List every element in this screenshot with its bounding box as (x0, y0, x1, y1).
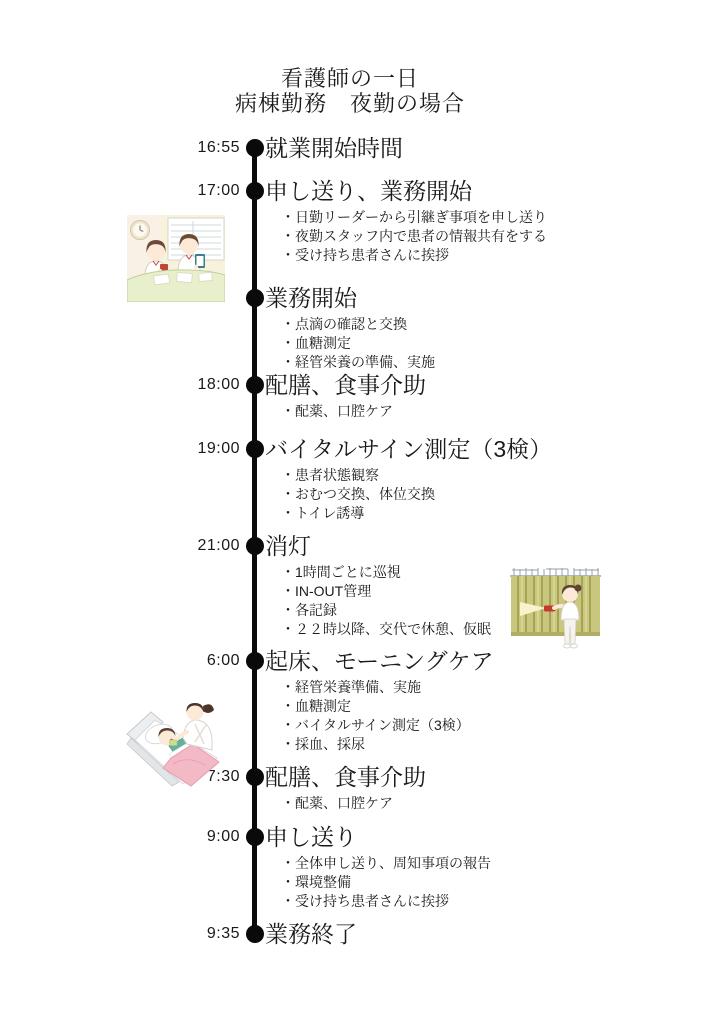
meeting-table (127, 270, 225, 302)
event-heading: 申し送り、業務開始 (265, 178, 472, 204)
timeline-event (0, 647, 724, 754)
event-time: 21:00 (197, 537, 240, 554)
timeline-dot (246, 440, 264, 458)
event-detail: ・ 血糖測定 (281, 697, 724, 716)
timeline-dot (246, 139, 264, 157)
event-time: 16:55 (197, 139, 240, 156)
timeline-dot (246, 652, 264, 670)
event-detail: ・ 配薬、口腔ケア (281, 794, 724, 813)
event-heading: 就業開始時間 (265, 135, 403, 161)
event-detail: ・ 全体申し送り、周知事項の報告 (281, 854, 724, 873)
timeline-dot (246, 768, 264, 786)
timeline-event (0, 532, 724, 639)
event-heading: 起床、モーニングケア (265, 648, 494, 674)
event-detail: ・ トイレ誘導 (281, 504, 724, 523)
event-time: 9:35 (206, 925, 240, 942)
event-time: 17:00 (197, 182, 240, 199)
timeline-dot (246, 182, 264, 200)
event-time: 7:30 (206, 768, 240, 785)
event-heading: 消灯 (265, 533, 311, 559)
event-detail: ・ 受け持ち患者さんに挨拶 (281, 246, 724, 265)
timeline-event (0, 823, 724, 911)
timeline-event (0, 284, 724, 372)
event-detail: ・ 受け持ち患者さんに挨拶 (281, 892, 724, 911)
event-detail: ・ 配薬、口腔ケア (281, 402, 724, 421)
nurses-handover-illustration (127, 215, 225, 302)
event-heading: 配膳、食事介助 (265, 372, 426, 398)
event-detail: ・ 点滴の確認と交換 (281, 315, 724, 334)
timeline-event (0, 435, 724, 523)
timeline-event (0, 920, 724, 948)
timeline-event (0, 763, 724, 813)
night-patrol-drawing (508, 564, 603, 657)
ponytail (203, 704, 214, 713)
event-detail: ・ おむつ交換、体位交換 (281, 485, 724, 504)
page-subtitle: 病棟勤務 夜勤の場合 (234, 91, 465, 116)
event-detail: ・ 1時間ごとに巡視 (281, 563, 724, 582)
timeline-event (0, 177, 724, 265)
event-time: 6:00 (206, 652, 240, 669)
event-detail: ・ 各記録 (281, 601, 724, 620)
event-time: 19:00 (197, 440, 240, 457)
event-detail: ・ 採血、採尿 (281, 735, 724, 754)
timeline-event (0, 134, 724, 162)
event-detail: ・ 患者状態観察 (281, 466, 724, 485)
timeline-event (0, 371, 724, 421)
morning-care-illustration (125, 692, 232, 788)
paper-icon (199, 273, 213, 282)
event-detail: ・ バイタルサイン測定（3検） (281, 716, 724, 735)
event-detail: ・ 日勤リーダーから引継ぎ事項を申し送り (281, 208, 724, 227)
morning-care-drawing (125, 692, 232, 788)
event-detail: ・ 夜勤スタッフ内で患者の情報共有をする (281, 227, 724, 246)
timeline-dot (246, 537, 264, 555)
event-time: 18:00 (197, 376, 240, 393)
event-heading: バイタルサイン測定（3検） (265, 436, 553, 462)
night-patrol-illustration (508, 564, 603, 657)
event-heading: 配膳、食事介助 (265, 764, 426, 790)
event-time: 9:00 (206, 828, 240, 845)
event-detail: ・ ２２時以降、交代で休憩、仮眠 (281, 620, 724, 639)
event-detail: ・ 経管栄養準備、実施 (281, 678, 724, 697)
curtain-rail (510, 568, 601, 576)
paper-icon (177, 273, 193, 283)
page-title: 看護師の一日 (280, 66, 419, 91)
care-item-icon (170, 740, 178, 746)
nurses-handover-drawing (127, 215, 225, 302)
nurse-caring (170, 703, 215, 750)
event-heading: 申し送り (265, 824, 357, 850)
event-detail: ・ 血糖測定 (281, 334, 724, 353)
event-heading: 業務終了 (265, 921, 357, 947)
timeline-dot (246, 289, 264, 307)
paper-icon (154, 274, 170, 285)
timeline-dot (246, 828, 264, 846)
wall-clock-icon (131, 221, 150, 240)
event-heading: 業務開始 (265, 285, 357, 311)
event-detail: ・ 経管栄養の準備、実施 (281, 353, 724, 372)
event-detail: ・ 環境整備 (281, 873, 724, 892)
timeline-dot (246, 925, 264, 943)
timeline-dot (246, 376, 264, 394)
event-detail: ・ IN-OUT管理 (281, 582, 724, 601)
